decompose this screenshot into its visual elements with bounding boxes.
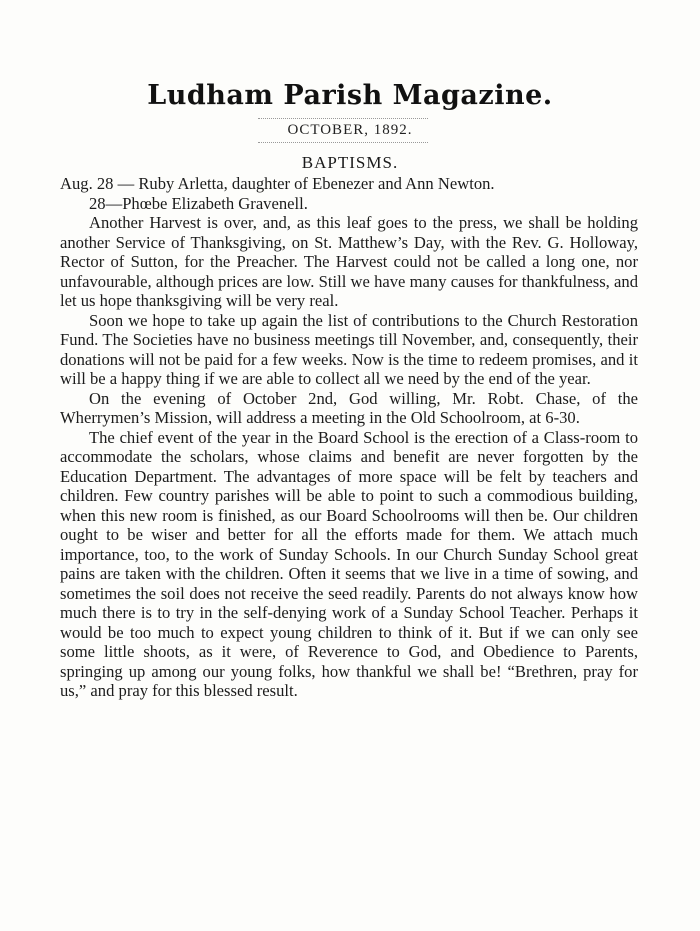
baptism-entry: 28—Phœbe Elizabeth Gravenell.: [89, 193, 308, 213]
baptisms-heading: BAPTISMS.: [301, 153, 399, 172]
harvest-paragraph: Another Harvest is over, and, as this leaf goes to the press, we shall be holding another Service of Thanksgiving, on St. Matthew’s Day, with the Rev. G. Holloway, Rector of Sutton, for the Preacher. The Harvest could not be called a long one, nor unfavourable, although prices are low. Still we have many causes for thankfulness, and let us hope thanksgiving will be very real.: [60, 213, 638, 310]
dateline-top-rule: [258, 118, 428, 119]
magazine-title: Ludham Parish Magazine.: [147, 80, 553, 111]
mission-meeting-paragraph: On the evening of October 2nd, God willing, Mr. Robt. Chase, of the Wherrymen’s Mission, will address a meeting in the Old Schoolroom, at 6-30.: [60, 388, 638, 427]
board-school-paragraph: The chief event of the year in the Board School is the erection of a Class-room to accommodate the scholars, whose claims and benefit are never forgotten by the Education Department. The advantages of more space will be felt by teachers and children. Few country parishes will be able to point to such a commodious building, when this new room is finished, as our Board Schoolrooms will then be. Our children ought to be wiser and better for all the efforts made for them. We attach much importance, too, to the work of Sunday Schools. In our Church Sunday School great pains are taken with the children. Often it seems that we live in a time of sowing, and sometimes the soil does not receive the seed readily. Parents do not always know how much there is to try in the self-denying work of a Sunday School Teacher. Perhaps it would be too much to expect young children to think of it. But if we can only see some little shoots, as it were, of Reverence to God, and Obedience to Parents, springing up among our young folks, how thankful we shall be! “Brethren, pray for us,” and pray for this blessed result.: [60, 427, 638, 700]
restoration-fund-paragraph: Soon we hope to take up again the list of contributions to the Church Restoration Fund. The Societies have no business meetings till November, and, consequently, their donations will not be paid for a few weeks. Now is the time to redeem promises, and it will be a happy thing if we are able to collect all we need by the end of the year.: [60, 310, 638, 388]
dateline-bottom-rule: [258, 142, 428, 143]
issue-date: OCTOBER, 1892.: [287, 122, 413, 138]
article-body: [60, 174, 638, 701]
baptism-entry: Aug. 28 — Ruby Arletta, daughter of Ebenezer and Ann Newton.: [60, 174, 495, 193]
